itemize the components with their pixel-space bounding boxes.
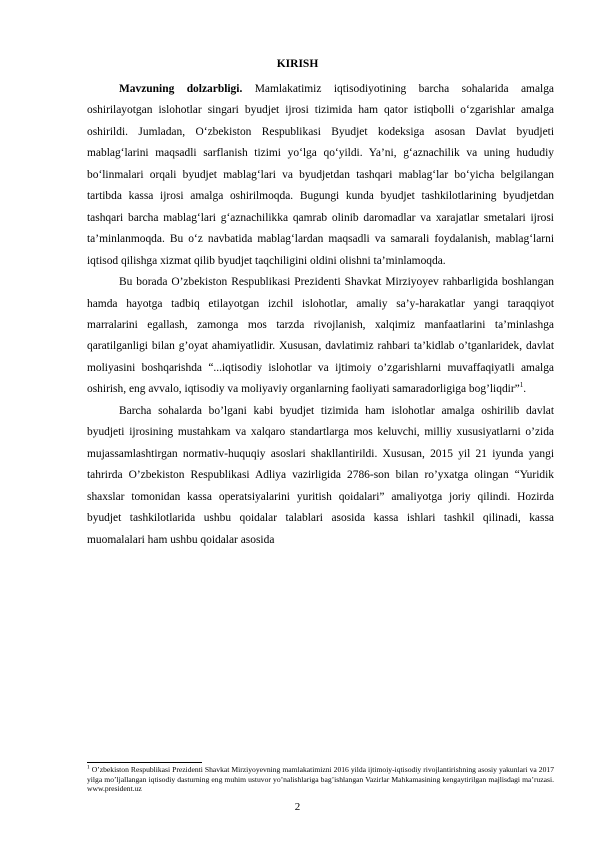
footnote <box>87 765 554 794</box>
page-number: 2 <box>294 801 301 813</box>
paragraph-3 <box>87 401 554 551</box>
paragraph-text: Mamlakatimiz iqtisodiyotining barcha sohalarida amalga oshirilayotgan islohotlar singari byudjet ijrosi tizimida ham qator istiqbolli o‘zgarishlar amalga oshirildi. Jumladan, O‘zbekiston Respublikasi Byudjet kodeksiga asosan Davlat byudjeti mablag‘larini maqsadli sarflanish tizimi yo‘lga qo‘yildi. Ya’ni, g‘aznachilik va uning hududiy bo‘linmalari orqali byudjet mablag‘lari va byudjetdan tashqari mablag‘lar bo‘yicha belgilangan tartibda kassa ijrosi amalga oshirilmoqda. Bugungi kunda byudjet tashkilotlarining byudjetdan tashqari barcha mablag‘lari g‘aznachilikka qamrab olinib daromadlar va xarajatlar smetalari ijrosi ta’minlanmoqda. Bu o‘z navbatida mablag‘lardan maqsadli va samarali foydalanish, mablag‘larni iqtisod qilishga xizmat qilib byudjet taqchiligini oldini olishni ta’minlamoqda. <box>87 83 554 267</box>
paragraph-lead: Mavzuning dolzarbligi. <box>119 83 243 95</box>
paragraph-1 <box>87 79 554 272</box>
section-heading: KIRISH <box>276 58 319 70</box>
paragraph-text: Barcha sohalarda bo’lgani kabi byudjet tizimida ham islohotlar amalga oshirilib davlat byudjeti ijrosining mustahkam va xalqaro standartlarga mos keluvchi, milliy xususiyatlarni o’zida mujassamlashtirgan normativ-huquqiy asoslari shakllantirildi. Xususan, 2015 yil 21 iyunda yangi tahrirda O’zbekiston Respublikasi Adliya vazirligida 2786-son bilan ro’yxatga olingan “Yuridik shaxslar tomonidan kassa operatsiyalarini yuritish qoidalari” amaliyotga joriy qilindi. Hozirda byudjet tashkilotlarida ushbu qoidalar talablari asosida kassa ishlari tashkil qilinadi, kassa muomalalari ham ushbu qoidalar asosida <box>87 404 554 546</box>
paragraph-tail: . <box>523 383 527 396</box>
paragraph-2 <box>87 272 554 401</box>
body-text <box>87 79 554 551</box>
footnote-divider <box>87 762 202 763</box>
footnote-text: O’zbekiston Respublikasi Prezidenti Shavkat Mirziyoyevning mamlakatimizni 2016 yilda ijtimoiy-iqtisodiy rivojlantirishning asosiy yakunlari va 2017 yilga mo’ljallangan iqtisodiy dasturning eng muhim ustuvor yo’nalishlariga bag’ishlangan Vazirlar Mahkamasining kengaytirilgan majlisdagi ma’ruzasi. www.president.uz <box>87 765 554 794</box>
paragraph-text: Bu borada O’zbekiston Respublikasi Prezidenti Shavkat Mirziyoyev rahbarligida boshlangan hamda hayotga tadbiq etilayotgan izchil islohotlar, amaliy sa’y-harakatlar yangi taraqqiyot marralarini egallash, zamonga mos tarzda rivojlanish, xalqimiz manfaatlarini ta’minlashga qaratilganligi bilan g’oyat ahamiyatlidir. Xususan, davlatimiz rahbari ta’kidlab o’tganlaridek, davlat moliyasini boshqarishda “...iqtisodiy islohotlar va ijtimoiy o’zgarishlarni muvaffaqiyatli amalga oshirish, eng avvalo, iqtisodiy va moliyaviy organlarning faoliyati samaradorligiga bog’liqdir” <box>87 276 554 396</box>
footnote-reference[interactable]: 1 <box>519 381 524 390</box>
footnote-marker: 1 <box>87 764 90 771</box>
